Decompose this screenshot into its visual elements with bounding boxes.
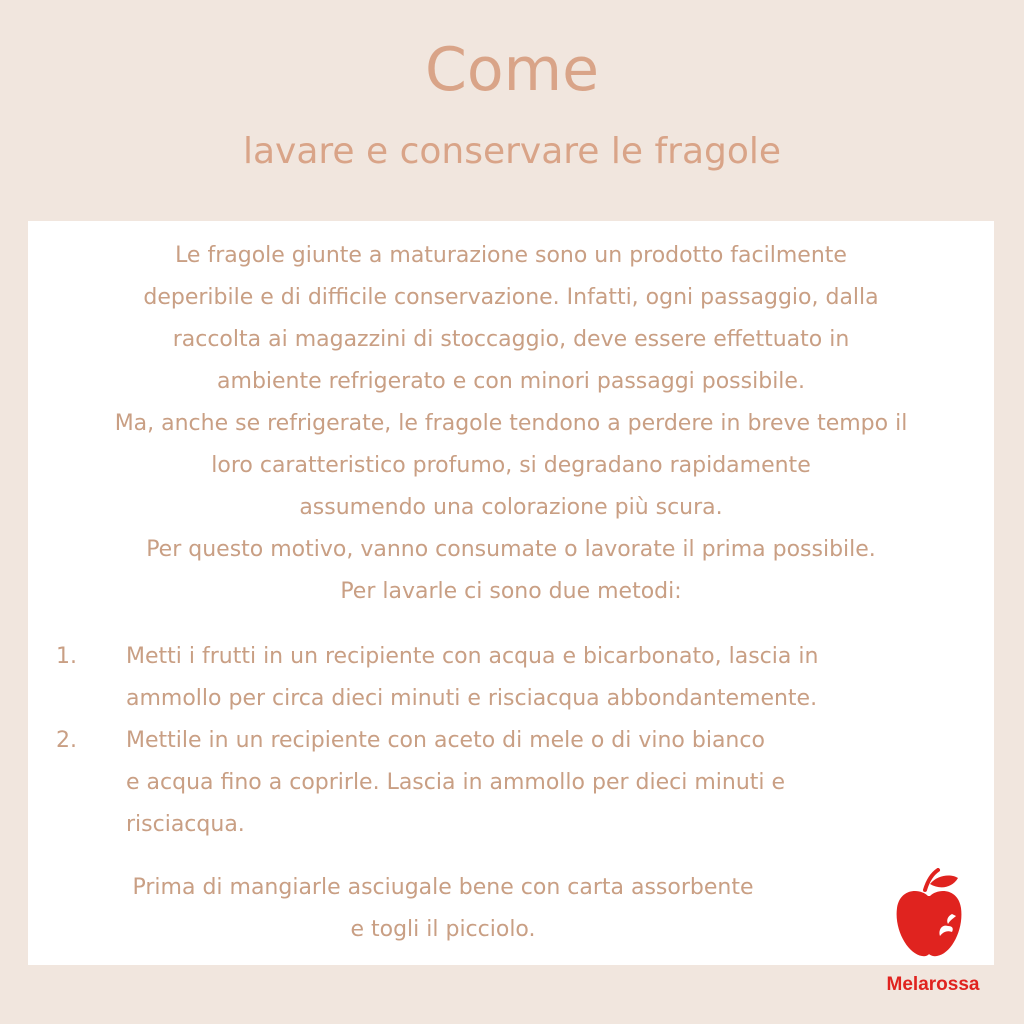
intro-line: Per lavarle ci sono due metodi:: [340, 579, 682, 604]
closing-line: e togli il picciolo.: [350, 917, 536, 942]
closing-paragraph: [68, 867, 818, 951]
intro-line: assumendo una colorazione più scura.: [299, 495, 723, 520]
intro-paragraph: [58, 235, 964, 613]
intro-line: raccolta ai magazzini di stoccaggio, deve essere effettuato in: [172, 327, 850, 352]
intro-line: Le fragole giunte a maturazione sono un prodotto facilmente: [175, 243, 847, 268]
brand-logo-text: Melarossa: [886, 974, 980, 995]
content-card: [28, 221, 994, 965]
list-item: [56, 720, 956, 846]
intro-line: loro caratteristico profumo, si degradano rapidamente: [211, 453, 811, 478]
methods-list: [56, 636, 956, 846]
page-title: Come: [425, 35, 599, 105]
list-line: risciacqua.: [126, 812, 245, 837]
list-number: 1.: [56, 644, 77, 669]
list-item: [56, 636, 956, 720]
page-subtitle: lavare e conservare le fragole: [242, 131, 782, 172]
list-line: Mettile in un recipiente con aceto di mele o di vino bianco: [126, 728, 765, 753]
list-line: Metti i frutti in un recipiente con acqua e bicarbonato, lascia in: [126, 644, 819, 669]
apple-logo-icon: [894, 868, 964, 958]
list-line: ammollo per circa dieci minuti e risciacqua abbondantemente.: [126, 686, 818, 711]
list-line: e acqua fino a coprirle. Lascia in ammollo per dieci minuti e: [126, 770, 786, 795]
intro-line: ambiente refrigerato e con minori passaggi possibile.: [217, 369, 805, 394]
intro-line: Ma, anche se refrigerate, le fragole tendono a perdere in breve tempo il: [114, 411, 908, 436]
intro-line: Per questo motivo, vanno consumate o lavorate il prima possibile.: [146, 537, 876, 562]
list-number: 2.: [56, 728, 77, 753]
intro-line: deperibile e di difficile conservazione. Infatti, ogni passaggio, dalla: [143, 285, 879, 310]
closing-line: Prima di mangiarle asciugale bene con carta assorbente: [132, 875, 754, 900]
